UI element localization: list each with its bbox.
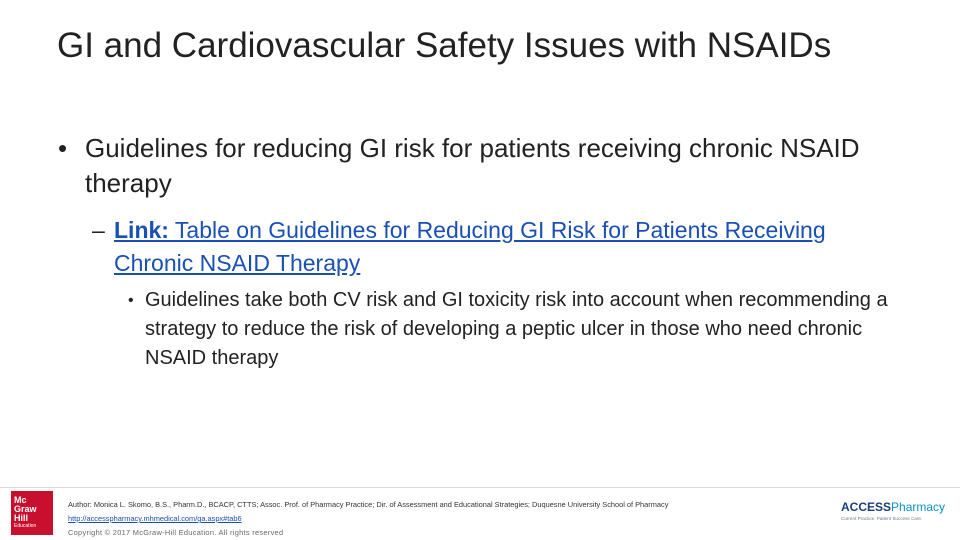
- bullet-marker: •: [58, 133, 68, 163]
- link-label: Link:: [114, 217, 169, 243]
- access-brand-b: Pharmacy: [891, 500, 946, 514]
- author-credit: Author: Monica L. Skomo, B.S., Pharm.D., BCACP, CTTS; Assoc. Prof. of Pharmacy Practice; Dir. of Assessment and Educational Strategies; Duquesne University School of Pharmacy: [68, 500, 669, 509]
- bullet-marker-small: •: [128, 292, 134, 309]
- bullet-text: Guidelines for reducing GI risk for patients receiving chronic NSAID therapy: [85, 133, 860, 198]
- logo-line1: Mc: [14, 495, 27, 505]
- bullet-level1: [58, 131, 918, 201]
- copyright-text: Copyright © 2017 McGraw-Hill Education. All rights reserved: [68, 528, 284, 537]
- source-url-link[interactable]: http://accesspharmacy.mhmedical.com/ga.aspx#tab6: [68, 514, 242, 523]
- access-brand-a: ACCESS: [841, 500, 892, 514]
- bullet-level2: [92, 214, 892, 280]
- guidelines-table-link[interactable]: [114, 217, 826, 276]
- footer-credits: [68, 498, 828, 540]
- bullet-level3: [128, 286, 908, 373]
- logo-line4: Education: [14, 523, 37, 529]
- dash-marker: –: [92, 217, 105, 243]
- access-pharmacy-logo: [841, 500, 951, 530]
- mcgraw-hill-logo: [11, 491, 53, 535]
- footer-divider: [0, 487, 960, 488]
- logo-line2: Graw: [14, 504, 37, 514]
- logo-line3: Hill: [14, 513, 29, 523]
- link-text: Table on Guidelines for Reducing GI Risk for Patients Receiving Chronic NSAID Therapy: [114, 217, 826, 276]
- bullet-text-detail: Guidelines take both CV risk and GI toxicity risk into account when recommending a strategy to reduce the risk of developing a peptic ulcer in those who need chronic NSAID therapy: [145, 289, 888, 369]
- slide-title: GI and Cardiovascular Safety Issues with NSAIDs: [57, 26, 832, 65]
- access-tagline: Current Practice. Patient Success Care.: [841, 516, 923, 521]
